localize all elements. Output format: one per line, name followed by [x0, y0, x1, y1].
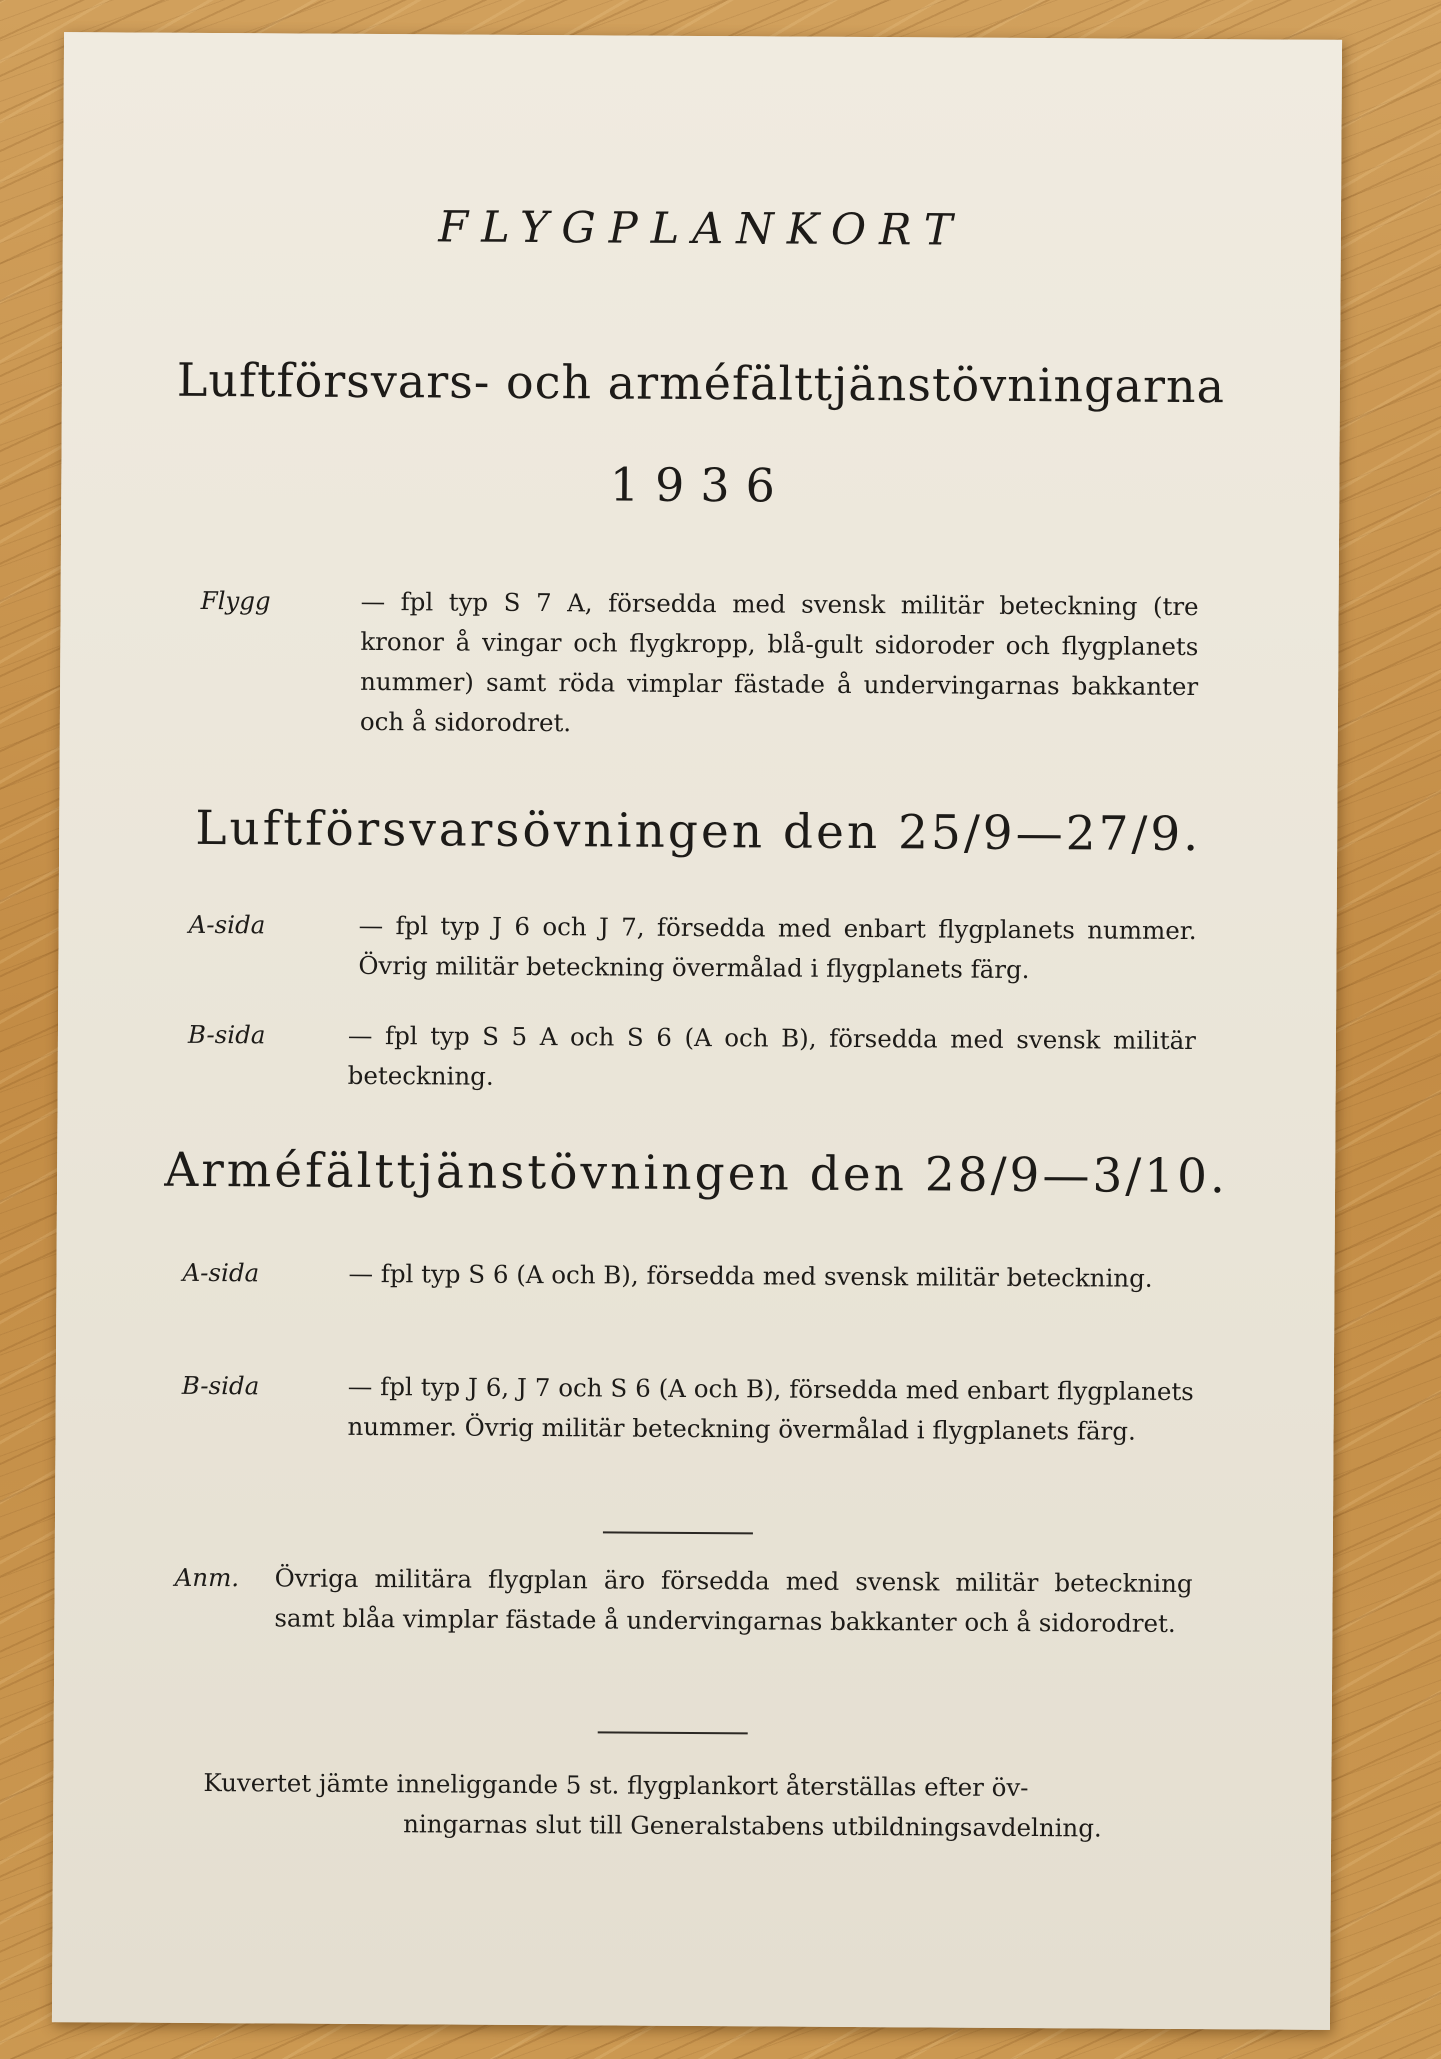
section1-a-side-text: — fpl typ J 6 och J 7, försedda med enbart flygplanets nummer. Övrig militär beteckning övermålad i flygplanets färg.: [358, 910, 1197, 985]
note-text: Övriga militära flygplan äro försedda med svensk militär beteckning samt blåa vimplar fästade å undervingarnas bakkanter och å sidorodret.: [274, 1563, 1193, 1638]
section1-a-side-label: A-sida: [188, 909, 266, 940]
note-entry: [174, 1558, 1192, 1644]
flygg-entry: [200, 581, 1199, 747]
section2-a-side-label: A-sida: [182, 1257, 260, 1288]
section2-b-side-label: B-sida: [181, 1370, 260, 1401]
note-label: Anm.: [174, 1562, 240, 1593]
section2-a-side-entry: [182, 1253, 1194, 1299]
main-heading: Luftförsvars- och arméfälttjänstövningarna: [176, 352, 1226, 414]
section-heading-luftforsvar: Luftförsvarsövningen den 25/9—27/9.: [195, 800, 1202, 863]
section2-a-side-text: — fpl typ S 6 (A och B), försedda med svensk militär beteckning.: [348, 1258, 1153, 1293]
footer-line-2: ningarnas slut till Generalstabens utbildningsavdelning.: [403, 1809, 1102, 1843]
flygplankort-card: [52, 32, 1342, 2030]
section1-a-side-entry: [188, 905, 1196, 991]
section1-b-side-label: B-sida: [187, 1019, 266, 1050]
section2-b-side-entry: [181, 1366, 1193, 1452]
footer-line-1: Kuvertet jämte inneliggande 5 st. flygplankort återställas efter öv-: [203, 1767, 1029, 1803]
card-title: FLYGPLANKORT: [438, 202, 966, 256]
section1-b-side-entry: [188, 1015, 1196, 1101]
section2-b-side-text: — fpl typ J 6, J 7 och S 6 (A och B), försedda med enbart flygplanets nummer. Övrig militär beteckning övermålad i flygplanets färg.: [347, 1371, 1194, 1446]
section1-b-side-text: — fpl typ S 5 A och S 6 (A och B), försedda med svensk militär beteckning.: [347, 1020, 1197, 1091]
footer-instruction: [203, 1763, 1191, 1849]
divider-rule: [603, 1531, 753, 1534]
year-heading: 1936: [609, 457, 792, 513]
section-heading-armefalttjanst: Arméfälttjänstövningen den 28/9—3/10.: [164, 1142, 1229, 1205]
divider-rule: [598, 1731, 748, 1734]
flygg-label: Flygg: [200, 585, 271, 616]
flygg-text: — fpl typ S 7 A, försedda med svensk militär beteckning (tre kronor å vingar och flygkropp, blå-gult sidoroder och flygplanets nummer) samt röda vimplar fästade å undervingarnas bakkanter och å sidorodret.: [359, 586, 1199, 738]
